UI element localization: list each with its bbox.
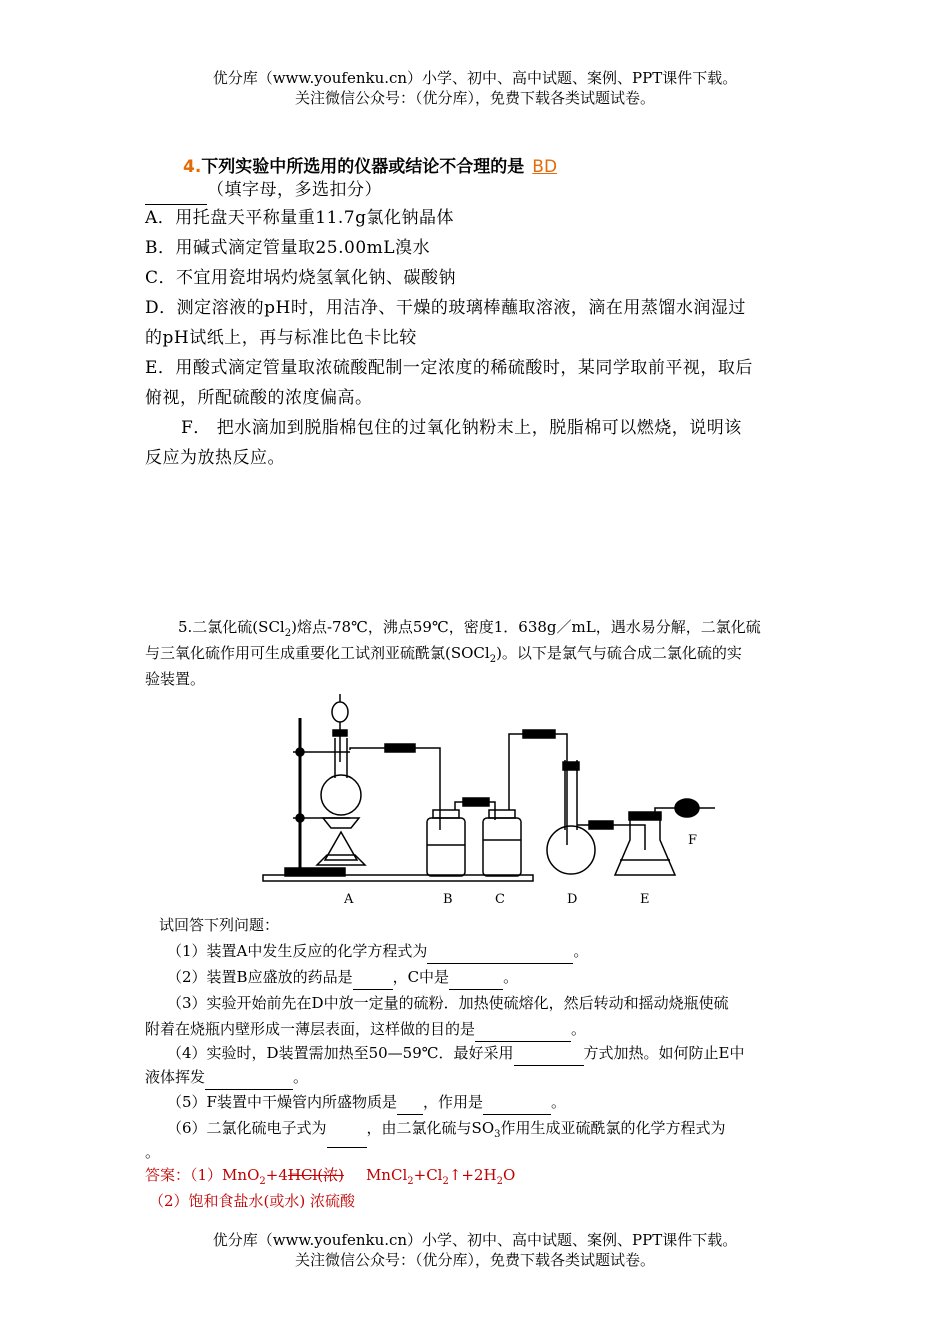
- sub-3: 3: [494, 1129, 501, 1140]
- q5-sub2-a: （2）装置B应盛放的药品是: [167, 968, 353, 986]
- q4-option-d: D．测定溶液的pH时，用洁净、干燥的玻璃棒蘸取溶液，滴在用蒸馏水润湿过: [145, 298, 746, 318]
- stand-base: [285, 868, 345, 876]
- sub-2b: 2: [489, 654, 497, 665]
- q5-sub3-line1: （3）实验开始前先在D中放一定量的硫粉．加热使硫熔化，然后转动和摇动烧瓶使硫: [167, 994, 729, 1012]
- connector-1: [385, 744, 415, 752]
- answer-line2: （2）饱和食盐水(或水) 浓硫酸: [149, 1192, 356, 1210]
- stopper-b: [433, 810, 459, 818]
- q5-sub6-end: 。: [145, 1143, 161, 1161]
- answer-sub-4: 2: [496, 1176, 503, 1187]
- stopper-e: [629, 812, 661, 820]
- q4-option-d-cont: 的pH试纸上，再与标准比色卡比较: [145, 328, 417, 348]
- blank-4b: [205, 1073, 293, 1090]
- stopper-d: [563, 762, 579, 770]
- answer-1f: O: [502, 1166, 516, 1184]
- q5-intro-1b: )熔点-78℃，沸点59℃，密度1．638g／mL，遇水易分解，二氯化硫: [291, 618, 761, 636]
- q5-sub5-b: ，作用是: [422, 1093, 483, 1111]
- q5-sub5-end: 。: [550, 1093, 566, 1111]
- q4-option-e: E．用酸式滴定管量取浓硫酸配制一定浓度的稀硫酸时，某同学取前平视，取后: [145, 358, 753, 378]
- q4-title-text: 下列实验中所选用的仪器或结论不合理的是: [201, 157, 525, 177]
- blank-5b: [483, 1098, 551, 1115]
- round-flask-a: [321, 775, 361, 815]
- q5-sub3-end: 。: [571, 1020, 587, 1038]
- q4-instruction-line: [145, 175, 805, 205]
- clamp-knob: [296, 748, 304, 756]
- q5-sub5: [145, 1089, 805, 1115]
- blank-1: [427, 947, 573, 964]
- q4-option-f: F． 把水滴加到脱脂棉包住的过氧化钠粉末上，脱脂棉可以燃烧，说明该: [181, 418, 742, 438]
- header-line-1: 优分库（www.youfenku.cn）小学、初中、高中试题、案例、PPT课件下载。: [212, 69, 738, 87]
- q5-intro-2b: )。以下是氯气与硫合成二氯化硫的实: [496, 644, 742, 662]
- connector-4: [589, 821, 613, 829]
- ring-knob: [296, 814, 304, 822]
- q4-instruction: （填字母，多选扣分）: [207, 180, 382, 200]
- label-c: C: [495, 892, 505, 907]
- label-d: D: [567, 892, 578, 907]
- q4-title: [183, 152, 557, 177]
- q5-prompt: 试回答下列问题：: [159, 916, 280, 934]
- q5-sub4-text: 液体挥发: [145, 1068, 206, 1086]
- q5-sub1: [145, 938, 805, 964]
- q5-sub5-a: （5）F装置中干燥管内所盛物质是: [167, 1093, 397, 1111]
- q4-option-f-cont: 反应为放热反应。: [145, 448, 285, 468]
- q5-sub4-a: （4）实验时，D装置需加热至50—59℃．最好采用: [167, 1044, 514, 1062]
- header-line-2: 关注微信公众号：（优分库），免费下载各类试题试卷。: [294, 89, 655, 107]
- gauze: [323, 818, 359, 828]
- q4-option-a: A．用托盘天平称量重11.7g氯化钠晶体: [145, 208, 455, 228]
- q5-sub4-end: 。: [293, 1068, 309, 1086]
- tube-a-b: [350, 748, 440, 830]
- answer-1e: ↑+2H: [448, 1166, 497, 1184]
- alcohol-lamp: [325, 832, 357, 860]
- q5-intro-2a: 与三氧化硫作用可生成重要化工试剂亚硫酰氯(SOCl: [145, 644, 490, 662]
- q4-option-b: B．用碱式滴定管量取25.00mL溴水: [145, 238, 431, 258]
- label-a: A: [344, 892, 354, 907]
- q5-sub2-end: 。: [503, 968, 519, 986]
- q5-sub4-line2: [145, 1064, 805, 1090]
- blank-2b: [449, 973, 503, 990]
- q5-sub6-c: 作用生成亚硫酰氯的化学方程式为: [500, 1119, 726, 1137]
- q5-sub2: [145, 964, 805, 990]
- separatory-funnel: [332, 702, 348, 722]
- label-e: E: [640, 892, 650, 907]
- q5-sub6-b: ，由二氯化硫与SO: [366, 1119, 495, 1137]
- answer-sub-3: 2: [442, 1176, 449, 1187]
- bottle-c: [483, 818, 521, 876]
- q4-number: 4.: [183, 157, 202, 177]
- answer-label: 答案：: [145, 1166, 191, 1184]
- footer-line-2: 关注微信公众号：（优分库），免费下载各类试题试卷。: [294, 1251, 655, 1269]
- label-b: B: [443, 892, 453, 907]
- blank-5a: [397, 1098, 423, 1115]
- connector-2: [463, 798, 489, 806]
- q5-sub3-line2: [145, 1016, 805, 1042]
- sub-2: 2: [284, 628, 292, 639]
- funnel-tap: [333, 730, 347, 736]
- q5-sub4-line1: [145, 1040, 805, 1066]
- answer-1b: +4: [265, 1166, 288, 1184]
- q5-sub6-a: （6）二氯化硫电子式为: [167, 1119, 327, 1137]
- q4-answer: BD: [532, 157, 558, 177]
- q5-sub2-b: ，C中是: [392, 968, 450, 986]
- q5-sub1-text: （1）装置A中发生反应的化学方程式为: [167, 942, 428, 960]
- stopper-c: [489, 810, 515, 818]
- q5-sub4-b: 方式加热。如何防止E中: [583, 1044, 745, 1062]
- drying-tube-f: [675, 799, 699, 817]
- footer-line-1: 优分库（www.youfenku.cn）小学、初中、高中试题、案例、PPT课件下载。: [212, 1231, 738, 1249]
- round-flask-d: [547, 826, 595, 874]
- q5-intro-line3: 验装置。: [145, 670, 206, 688]
- answer-1d: +Cl: [413, 1166, 443, 1184]
- answer-sub-1: 2: [259, 1176, 266, 1187]
- answer-sub-2: 2: [407, 1176, 414, 1187]
- connector-3: [523, 730, 555, 738]
- q5-intro-1a: 5.二氯化硫(SCl: [178, 618, 285, 636]
- answer-1c: MnCl: [365, 1166, 408, 1184]
- bottle-b: [427, 818, 465, 876]
- apparatus-figure: [255, 690, 735, 910]
- answer-struck: HCl(浓): [287, 1166, 344, 1184]
- label-f: F: [688, 833, 698, 848]
- q5-sub1-end: 。: [573, 942, 589, 960]
- blank-2a: [353, 973, 393, 990]
- tube-c-d: [509, 734, 567, 845]
- q5-sub3-text: 附着在烧瓶内壁形成一薄层表面，这样做的目的是: [145, 1020, 476, 1038]
- q4-option-c: C．不宜用瓷坩埚灼烧氢氧化钠、碳酸钠: [145, 268, 457, 288]
- answer-1a: （1）MnO: [190, 1166, 260, 1184]
- q4-option-e-cont: 俯视，所配硫酸的浓度偏高。: [145, 388, 373, 408]
